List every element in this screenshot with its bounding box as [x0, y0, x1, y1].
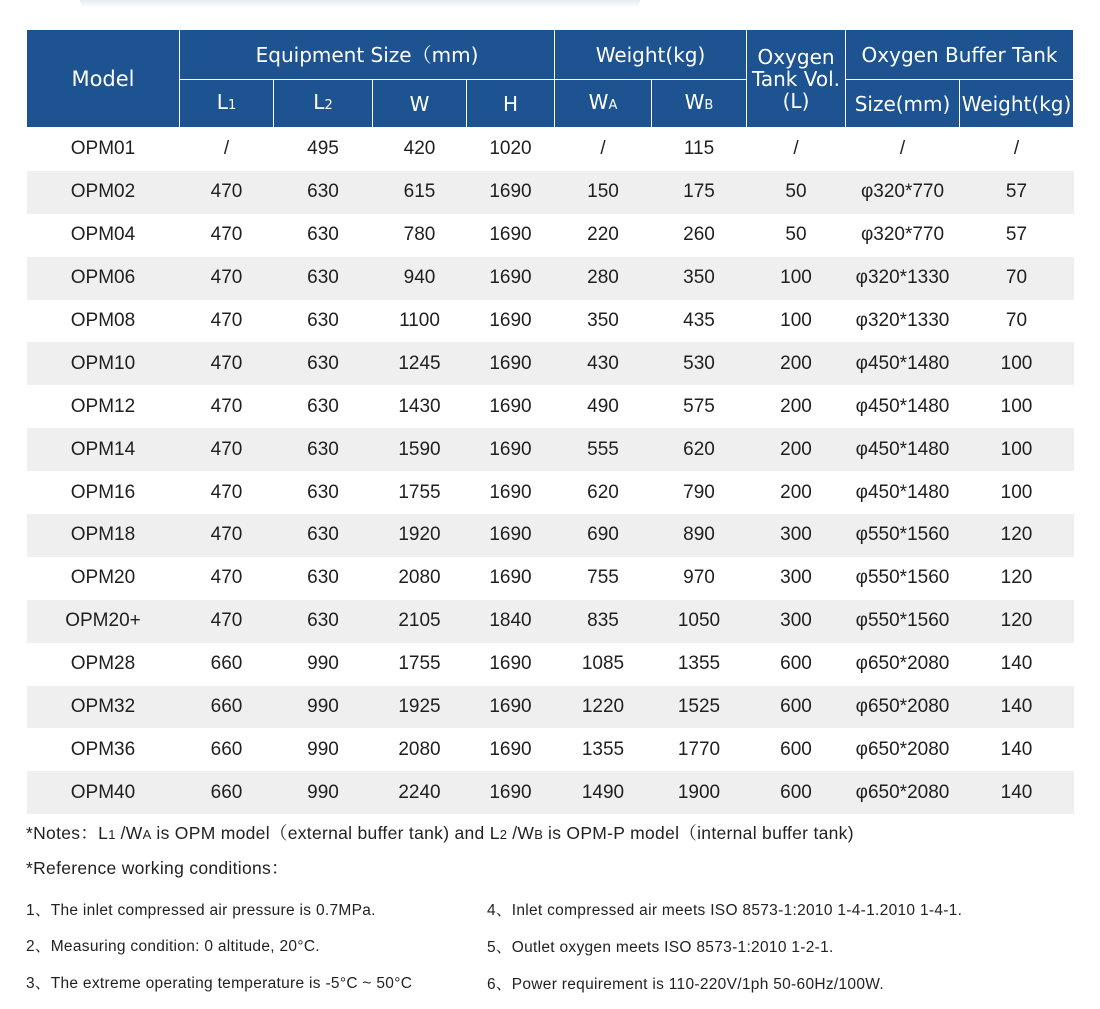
cell-l1: 660 — [180, 686, 274, 729]
cell-wb: 790 — [652, 471, 747, 514]
cell-tank-vol: 50 — [747, 214, 846, 257]
cell-l1: 470 — [180, 385, 274, 428]
cell-h: 1690 — [467, 428, 555, 471]
header-buffer-weight: Weight(kg) — [960, 80, 1074, 128]
cell-l2: 990 — [274, 643, 373, 686]
cell-model: OPM32 — [27, 686, 180, 729]
header-wb-sub: B — [704, 97, 714, 113]
cell-model: OPM06 — [27, 257, 180, 300]
condition-2: 2、Measuring condition: 0 altitude, 20°C. — [26, 938, 320, 955]
cell-l2: 630 — [274, 300, 373, 343]
table-row — [27, 171, 1074, 214]
condition-3: 3、The extreme operating temperature is -5°C ~ 50°C — [26, 975, 413, 992]
notes-wb: /W — [507, 823, 535, 843]
cell-model: OPM28 — [27, 643, 180, 686]
table-row — [27, 771, 1074, 814]
cell-wb: 1525 — [652, 686, 747, 729]
cell-wa: 1085 — [555, 643, 652, 686]
cell-l1: 470 — [180, 471, 274, 514]
cell-model: OPM36 — [27, 728, 180, 771]
cell-wb: 575 — [652, 385, 747, 428]
cell-l1: 660 — [180, 771, 274, 814]
cell-buffer-weight: 100 — [960, 342, 1074, 385]
cell-buffer-weight: 57 — [960, 214, 1074, 257]
cell-wb: 970 — [652, 557, 747, 600]
cell-l1: 470 — [180, 257, 274, 300]
table-row — [27, 300, 1074, 343]
notes-line — [26, 820, 854, 845]
cell-buffer-size: φ650*2080 — [846, 686, 960, 729]
table-header — [27, 30, 1074, 128]
cell-w: 780 — [373, 214, 467, 257]
cell-buffer-weight: 70 — [960, 300, 1074, 343]
header-oxygen-buffer-tank: Oxygen Buffer Tank — [846, 30, 1074, 80]
cell-buffer-size: φ450*1480 — [846, 385, 960, 428]
cell-buffer-size: φ650*2080 — [846, 728, 960, 771]
cell-model: OPM14 — [27, 428, 180, 471]
notes-l1-sub: 1 — [108, 827, 116, 842]
cell-w: 1430 — [373, 385, 467, 428]
cell-w: 420 — [373, 128, 467, 171]
cell-w: 1245 — [373, 342, 467, 385]
notes-suffix: is OPM-P model（internal buffer tank) — [542, 823, 854, 843]
header-oxygen-tank-vol — [747, 30, 846, 128]
cell-model: OPM40 — [27, 771, 180, 814]
cell-buffer-weight: 140 — [960, 771, 1074, 814]
cell-w: 1920 — [373, 514, 467, 557]
cell-model: OPM01 — [27, 128, 180, 171]
condition-6: 6、Power requirement is 110-220V/1ph 50-60Hz/100W. — [487, 976, 884, 993]
cell-wb: 1900 — [652, 771, 747, 814]
cell-tank-vol: 600 — [747, 686, 846, 729]
cell-tank-vol: 200 — [747, 342, 846, 385]
header-wa-sub: A — [608, 97, 618, 113]
table-body — [27, 128, 1074, 815]
cell-l1: 470 — [180, 342, 274, 385]
table-row — [27, 471, 1074, 514]
cell-wa: / — [555, 128, 652, 171]
cell-tank-vol: / — [747, 128, 846, 171]
table-row — [27, 643, 1074, 686]
cell-h: 1840 — [467, 600, 555, 643]
cell-w: 1755 — [373, 643, 467, 686]
cell-tank-vol: 300 — [747, 600, 846, 643]
cell-l1: 470 — [180, 514, 274, 557]
specification-table — [26, 29, 1074, 814]
cell-h: 1690 — [467, 471, 555, 514]
cell-buffer-weight: 57 — [960, 171, 1074, 214]
cell-buffer-size: φ550*1560 — [846, 557, 960, 600]
cell-h: 1690 — [467, 385, 555, 428]
cell-w: 2240 — [373, 771, 467, 814]
cell-buffer-weight: 140 — [960, 686, 1074, 729]
header-weight: Weight(kg) — [555, 30, 747, 80]
cell-h: 1690 — [467, 214, 555, 257]
cell-wa: 755 — [555, 557, 652, 600]
header-h: H — [467, 80, 555, 128]
cell-l2: 630 — [274, 600, 373, 643]
condition-4: 4、Inlet compressed air meets ISO 8573-1:2010 1-4-1.2010 1-4-1. — [487, 902, 963, 919]
cell-buffer-size: φ450*1480 — [846, 471, 960, 514]
cell-wa: 835 — [555, 600, 652, 643]
cell-buffer-size: φ450*1480 — [846, 342, 960, 385]
cell-wb: 890 — [652, 514, 747, 557]
cell-w: 2080 — [373, 557, 467, 600]
header-l2 — [274, 80, 373, 128]
cell-w: 1100 — [373, 300, 467, 343]
header-buffer-size: Size(mm) — [846, 80, 960, 128]
cell-wa: 150 — [555, 171, 652, 214]
notes-wa: /W — [115, 823, 143, 843]
notes-wa-sub: A — [142, 827, 152, 842]
cell-buffer-size: φ650*2080 — [846, 771, 960, 814]
cell-tank-vol: 200 — [747, 385, 846, 428]
cell-buffer-weight: / — [960, 128, 1074, 171]
cell-model: OPM08 — [27, 300, 180, 343]
cell-model: OPM20+ — [27, 600, 180, 643]
cell-wb: 350 — [652, 257, 747, 300]
notes-l2: L — [489, 823, 500, 843]
cell-wa: 490 — [555, 385, 652, 428]
cell-buffer-size: φ320*770 — [846, 171, 960, 214]
condition-1: 1、The inlet compressed air pressure is 0.7MPa. — [26, 902, 376, 919]
table-row — [27, 728, 1074, 771]
cell-model: OPM10 — [27, 342, 180, 385]
table-row — [27, 257, 1074, 300]
cell-buffer-size: φ550*1560 — [846, 514, 960, 557]
table-row — [27, 428, 1074, 471]
cell-l1: 660 — [180, 728, 274, 771]
cell-tank-vol: 600 — [747, 728, 846, 771]
header-equipment-size: Equipment Size（mm) — [180, 30, 555, 80]
cell-h: 1690 — [467, 257, 555, 300]
cell-buffer-weight: 100 — [960, 471, 1074, 514]
condition-5: 5、Outlet oxygen meets ISO 8573-1:2010 1-2-1. — [487, 939, 834, 956]
header-l2-main: L — [313, 89, 325, 114]
cell-tank-vol: 100 — [747, 257, 846, 300]
cell-buffer-size: φ650*2080 — [846, 643, 960, 686]
header-wa-main: W — [588, 89, 609, 114]
cell-tank-vol: 100 — [747, 300, 846, 343]
cell-wa: 430 — [555, 342, 652, 385]
cell-wb: 1050 — [652, 600, 747, 643]
cell-wb: 620 — [652, 428, 747, 471]
cell-l2: 630 — [274, 342, 373, 385]
header-wb-main: W — [684, 89, 705, 114]
table-row — [27, 214, 1074, 257]
cell-tank-vol: 200 — [747, 471, 846, 514]
cell-buffer-weight: 120 — [960, 557, 1074, 600]
cell-l1: / — [180, 128, 274, 171]
cell-wb: 530 — [652, 342, 747, 385]
cell-model: OPM04 — [27, 214, 180, 257]
header-model: Model — [27, 30, 180, 128]
table-row — [27, 686, 1074, 729]
cell-h: 1690 — [467, 557, 555, 600]
header-oxygen-tank-vol-line3: (L) — [782, 88, 810, 113]
cell-buffer-weight: 140 — [960, 643, 1074, 686]
cell-h: 1690 — [467, 300, 555, 343]
cell-l1: 660 — [180, 643, 274, 686]
cell-l2: 630 — [274, 214, 373, 257]
cell-h: 1690 — [467, 643, 555, 686]
cell-tank-vol: 600 — [747, 771, 846, 814]
cell-buffer-size: φ320*1330 — [846, 300, 960, 343]
table-row — [27, 128, 1074, 171]
cell-h: 1690 — [467, 514, 555, 557]
cell-h: 1690 — [467, 728, 555, 771]
header-l1 — [180, 80, 274, 128]
cell-wa: 555 — [555, 428, 652, 471]
cell-wb: 175 — [652, 171, 747, 214]
cell-wa: 1220 — [555, 686, 652, 729]
cell-buffer-size: φ320*770 — [846, 214, 960, 257]
cell-buffer-weight: 100 — [960, 385, 1074, 428]
cell-buffer-weight: 140 — [960, 728, 1074, 771]
header-wb — [652, 80, 747, 128]
cell-w: 1925 — [373, 686, 467, 729]
cell-wb: 1770 — [652, 728, 747, 771]
cell-wa: 1490 — [555, 771, 652, 814]
cell-tank-vol: 300 — [747, 514, 846, 557]
cell-wa: 220 — [555, 214, 652, 257]
cell-l1: 470 — [180, 600, 274, 643]
cell-l2: 990 — [274, 728, 373, 771]
cell-buffer-weight: 70 — [960, 257, 1074, 300]
cell-l2: 630 — [274, 171, 373, 214]
cell-l2: 630 — [274, 428, 373, 471]
cell-tank-vol: 300 — [747, 557, 846, 600]
cell-l2: 990 — [274, 686, 373, 729]
cell-model: OPM16 — [27, 471, 180, 514]
cell-l2: 630 — [274, 557, 373, 600]
cell-tank-vol: 50 — [747, 171, 846, 214]
cell-buffer-size: φ320*1330 — [846, 257, 960, 300]
table-row — [27, 342, 1074, 385]
top-shadow-decoration — [80, 0, 640, 8]
cell-model: OPM18 — [27, 514, 180, 557]
cell-l1: 470 — [180, 171, 274, 214]
cell-wa: 350 — [555, 300, 652, 343]
cell-buffer-weight: 120 — [960, 514, 1074, 557]
cell-l2: 495 — [274, 128, 373, 171]
table-row — [27, 557, 1074, 600]
header-w: W — [373, 80, 467, 128]
cell-l2: 630 — [274, 385, 373, 428]
notes-prefix: *Notes： — [26, 823, 99, 843]
cell-wa: 690 — [555, 514, 652, 557]
cell-h: 1020 — [467, 128, 555, 171]
cell-buffer-weight: 100 — [960, 428, 1074, 471]
cell-l2: 630 — [274, 514, 373, 557]
table-row — [27, 514, 1074, 557]
cell-l2: 630 — [274, 257, 373, 300]
notes-wb-sub: B — [534, 827, 543, 842]
cell-buffer-size: φ450*1480 — [846, 428, 960, 471]
table-row — [27, 600, 1074, 643]
cell-wa: 1355 — [555, 728, 652, 771]
cell-w: 615 — [373, 171, 467, 214]
cell-h: 1690 — [467, 342, 555, 385]
table-row — [27, 385, 1074, 428]
cell-wa: 620 — [555, 471, 652, 514]
header-l1-main: L — [216, 89, 228, 114]
cell-model: OPM20 — [27, 557, 180, 600]
header-oxygen-tank-vol-line2: Tank Vol. — [751, 66, 841, 91]
cell-w: 1755 — [373, 471, 467, 514]
cell-buffer-weight: 120 — [960, 600, 1074, 643]
cell-l1: 470 — [180, 557, 274, 600]
cell-w: 1590 — [373, 428, 467, 471]
cell-model: OPM12 — [27, 385, 180, 428]
cell-wb: 1355 — [652, 643, 747, 686]
cell-buffer-size: φ550*1560 — [846, 600, 960, 643]
reference-heading: *Reference working conditions： — [26, 858, 289, 878]
cell-l2: 630 — [274, 471, 373, 514]
header-l2-sub: 2 — [324, 97, 333, 113]
cell-wb: 260 — [652, 214, 747, 257]
cell-w: 940 — [373, 257, 467, 300]
cell-tank-vol: 200 — [747, 428, 846, 471]
cell-wa: 280 — [555, 257, 652, 300]
cell-buffer-size: / — [846, 128, 960, 171]
cell-h: 1690 — [467, 771, 555, 814]
cell-l2: 990 — [274, 771, 373, 814]
notes-mid: is OPM model（external buffer tank) and — [151, 823, 490, 843]
cell-l1: 470 — [180, 428, 274, 471]
header-wa — [555, 80, 652, 128]
cell-model: OPM02 — [27, 171, 180, 214]
cell-w: 2080 — [373, 728, 467, 771]
cell-wb: 435 — [652, 300, 747, 343]
cell-tank-vol: 600 — [747, 643, 846, 686]
cell-h: 1690 — [467, 686, 555, 729]
cell-w: 2105 — [373, 600, 467, 643]
cell-wb: 115 — [652, 128, 747, 171]
header-l1-sub: 1 — [227, 97, 237, 113]
cell-l1: 470 — [180, 214, 274, 257]
cell-l1: 470 — [180, 300, 274, 343]
header-oxygen-tank-vol-line1: Oxygen — [757, 44, 835, 69]
notes-l1: L — [98, 823, 109, 843]
notes-l2-sub: 2 — [499, 827, 508, 842]
cell-h: 1690 — [467, 171, 555, 214]
